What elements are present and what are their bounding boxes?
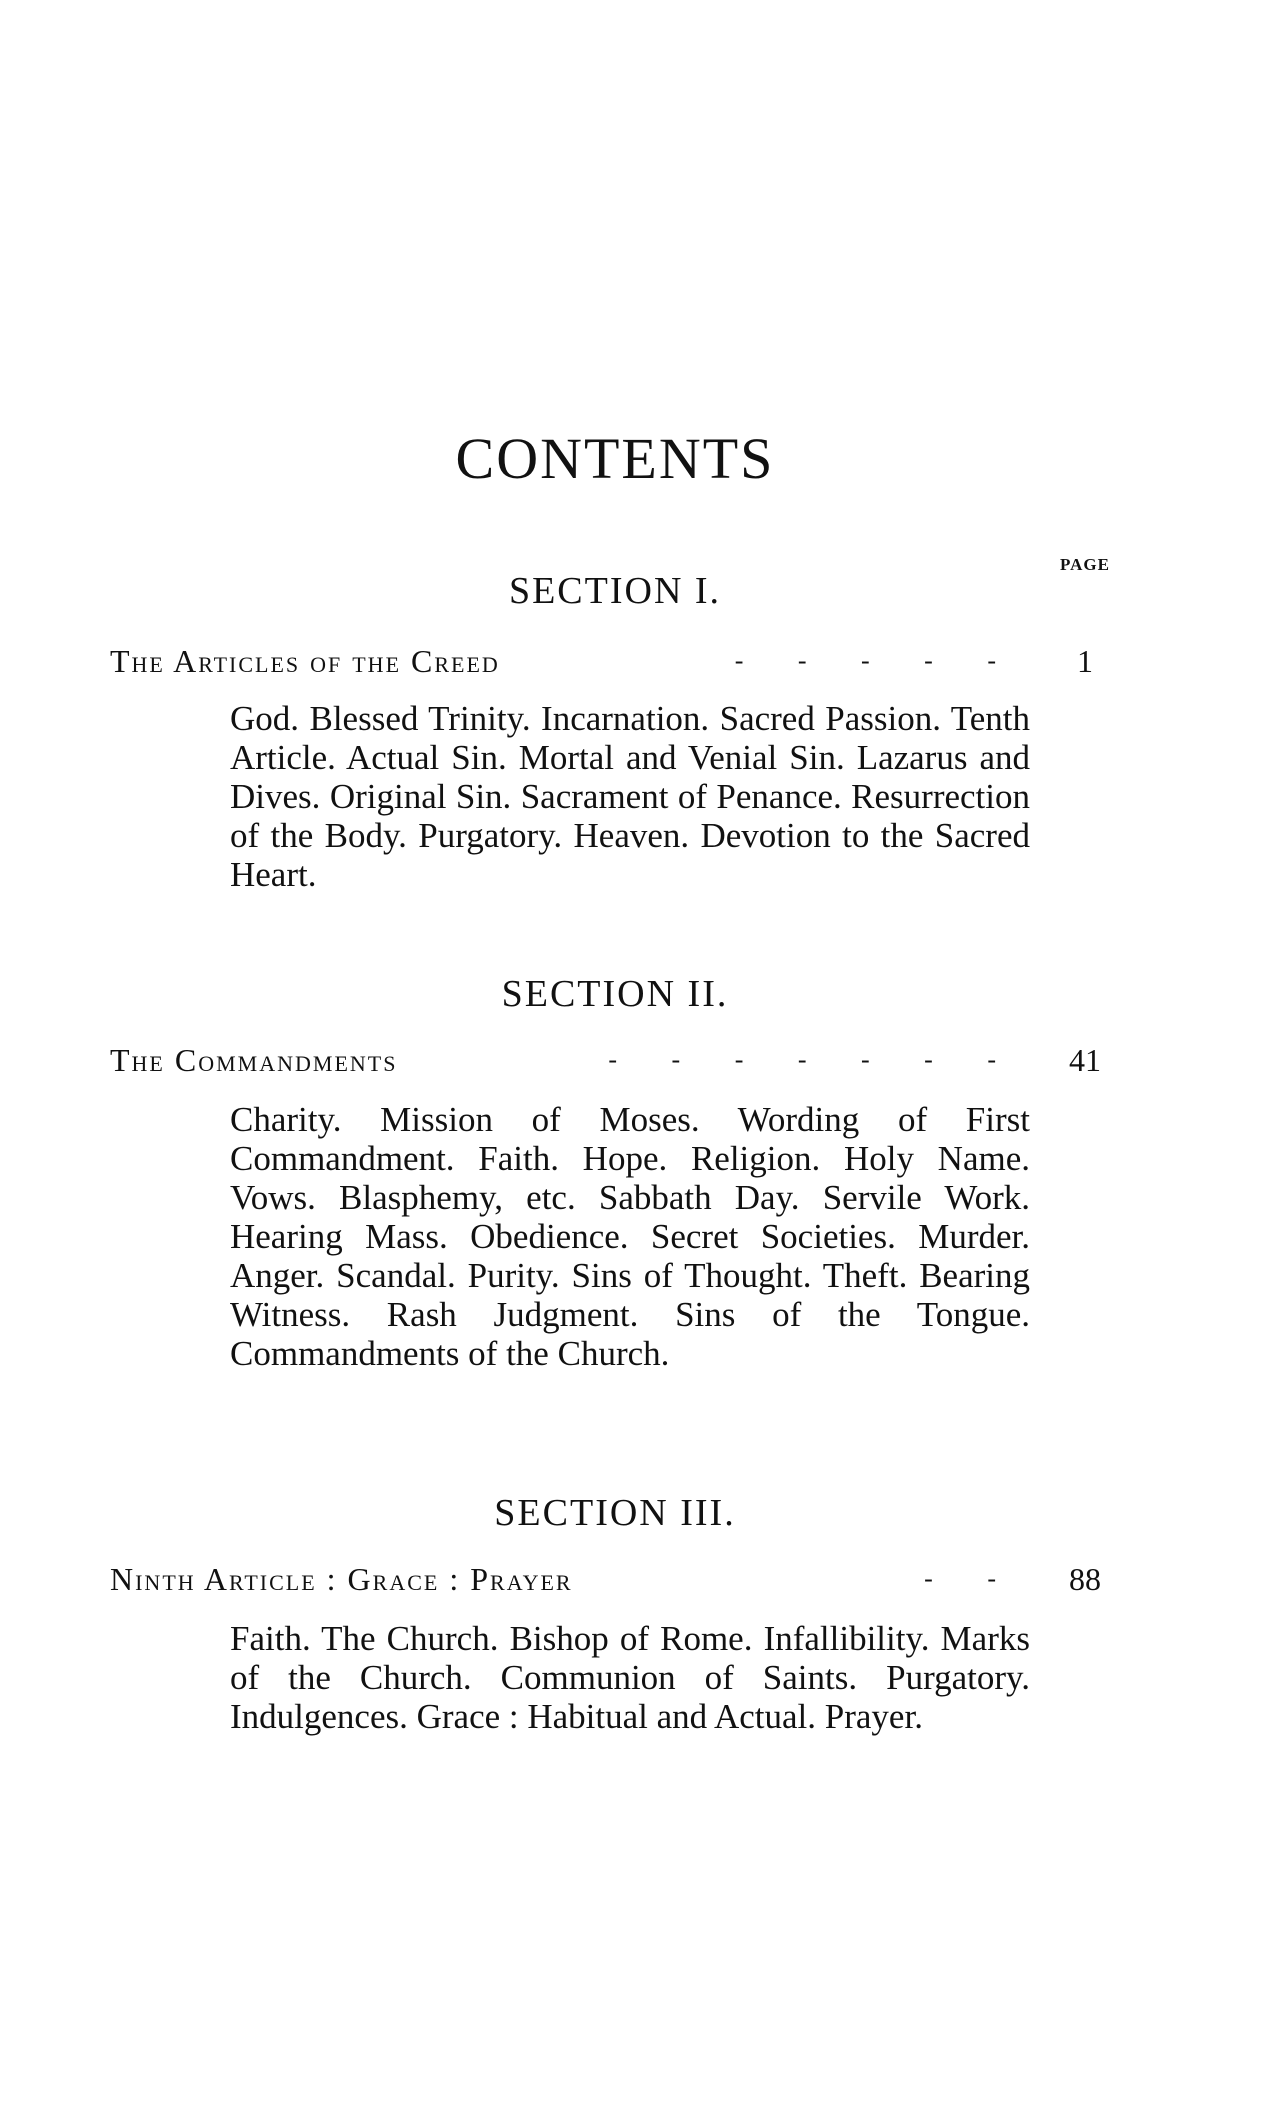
- section-heading: SECTION II.: [501, 973, 729, 1015]
- page-column-label: PAGE: [1060, 555, 1110, 574]
- entry-page-number: 41: [1069, 1042, 1101, 1078]
- toc-entry: [0, 635, 1270, 687]
- toc-entry: [0, 1034, 1270, 1086]
- section-heading: SECTION I.: [508, 570, 722, 612]
- entry-description: Faith. The Church. Bishop of Rome. Infallibility. Marks of the Church. Communion of Saints. Purgatory. Indulgences. Grace : Habitual and Actual. Prayer.: [230, 1619, 1030, 1736]
- section-1: [0, 565, 1270, 894]
- toc-entry: [0, 1553, 1270, 1605]
- entry-page-number: 1: [1077, 643, 1093, 679]
- section-heading: SECTION III.: [494, 1492, 736, 1534]
- entry-page-number: 88: [1069, 1561, 1101, 1597]
- entry-description: Charity. Mission of Moses. Wording of First Commandment. Faith. Hope. Religion. Holy Name. Vows. Blasphemy, etc. Sabbath Day. Servile Work. Hearing Mass. Obedience. Secret Societies. Murder. Anger. Scandal. Purity. Sins of Thought. Theft. Bearing Witness. Rash Judgment. Sins of the Tongue. Commandments of the Church.: [230, 1100, 1030, 1373]
- section-2: [0, 968, 1270, 1373]
- entry-title: The Commandments: [110, 1042, 398, 1078]
- dot-leader: - -: [924, 1564, 1020, 1593]
- dot-leader: - - - - - - -: [608, 1045, 1020, 1074]
- entry-description: God. Blessed Trinity. Incarnation. Sacred Passion. Tenth Article. Actual Sin. Mortal and Venial Sin. Lazarus and Dives. Original Sin. Sacrament of Penance. Resurrection of the Body. Purgatory. Heaven. Devotion to the Sacred Heart.: [230, 699, 1030, 894]
- entry-title: The Articles of the Creed: [110, 643, 500, 679]
- page-title: CONTENTS: [455, 426, 775, 491]
- section-3: [0, 1487, 1270, 1736]
- dot-leader: - - - - -: [734, 646, 1020, 675]
- entry-title: Ninth Article : Grace : Prayer: [110, 1561, 573, 1597]
